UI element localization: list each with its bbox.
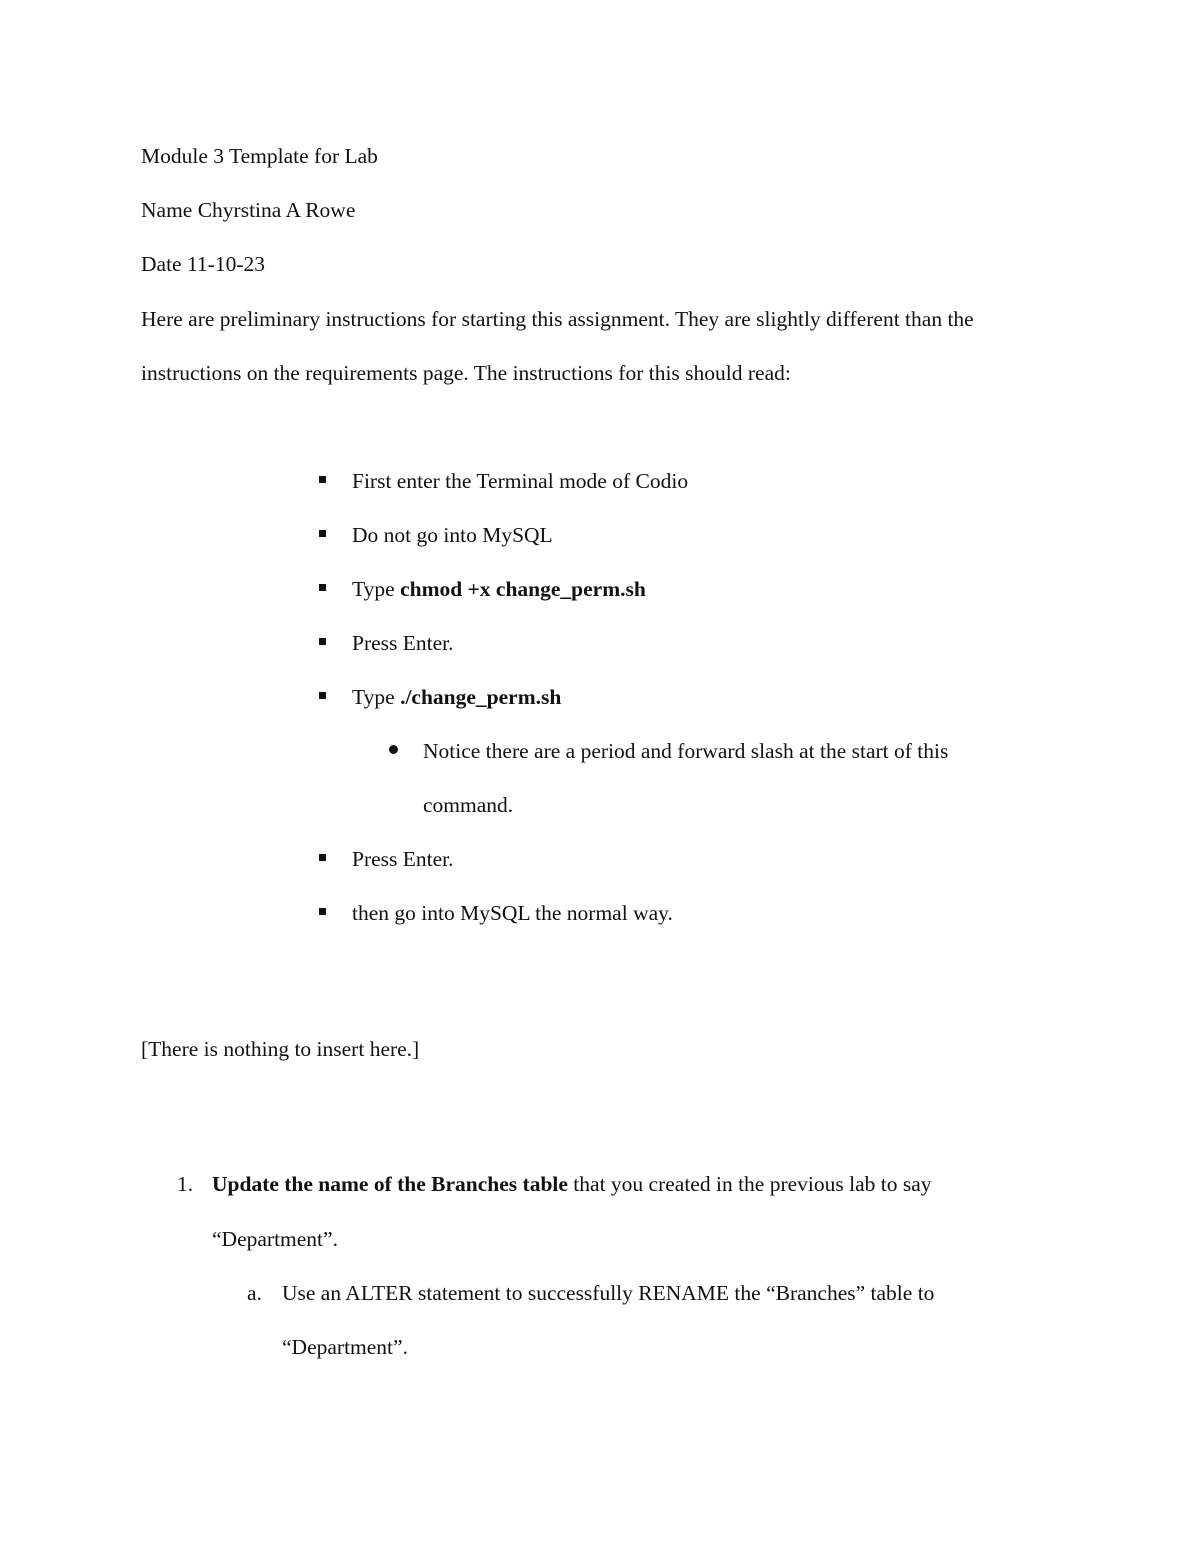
subtask-a-line-2: “Department”. — [282, 1335, 408, 1359]
subtask-a-line-1: Use an ALTER statement to successfully RENAME the “Branches” table to — [282, 1281, 935, 1305]
document-title: Module 3 Template for Lab — [141, 144, 378, 168]
round-bullet-icon — [389, 745, 398, 754]
script-note-line-1: Notice there are a period and forward slash at the start of this — [423, 739, 949, 763]
script-command: ./change_perm.sh — [400, 685, 562, 709]
step-press-enter-2: Press Enter. — [352, 847, 454, 871]
step-type-label: Type — [352, 577, 401, 601]
square-bullet-icon — [319, 584, 326, 591]
step-type-label: Type — [352, 685, 401, 709]
intro-paragraph-line-2: instructions on the requirements page. The instructions for this should read: — [141, 361, 791, 385]
script-note-line-2: command. — [423, 793, 514, 817]
step-open-mysql: then go into MySQL the normal way. — [352, 901, 673, 925]
task-1-heading: Update the name of the Branches table — [212, 1172, 568, 1196]
step-run-script — [352, 684, 561, 710]
step-enter-terminal: First enter the Terminal mode of Codio — [352, 469, 689, 493]
placeholder-note: [There is nothing to insert here.] — [141, 1037, 420, 1061]
square-bullet-icon — [319, 692, 326, 699]
step-press-enter-1: Press Enter. — [352, 631, 454, 655]
task-1-line-2: “Department”. — [212, 1227, 338, 1251]
step-no-mysql: Do not go into MySQL — [352, 523, 553, 547]
task-1-description: that you created in the previous lab to say — [567, 1172, 932, 1196]
submission-date: Date 11-10-23 — [141, 252, 265, 276]
task-1-line-1 — [212, 1171, 932, 1197]
step-type-chmod — [352, 576, 646, 602]
student-name: Name Chyrstina A Rowe — [141, 198, 356, 222]
chmod-command: chmod +x change_perm.sh — [400, 577, 646, 601]
square-bullet-icon — [319, 638, 326, 645]
intro-paragraph-line-1: Here are preliminary instructions for starting this assignment. They are slightly different than the — [141, 307, 974, 331]
square-bullet-icon — [319, 908, 326, 915]
square-bullet-icon — [319, 530, 326, 537]
subtask-letter: a. — [247, 1281, 262, 1305]
square-bullet-icon — [319, 854, 326, 861]
square-bullet-icon — [319, 476, 326, 483]
task-number: 1. — [177, 1172, 194, 1196]
